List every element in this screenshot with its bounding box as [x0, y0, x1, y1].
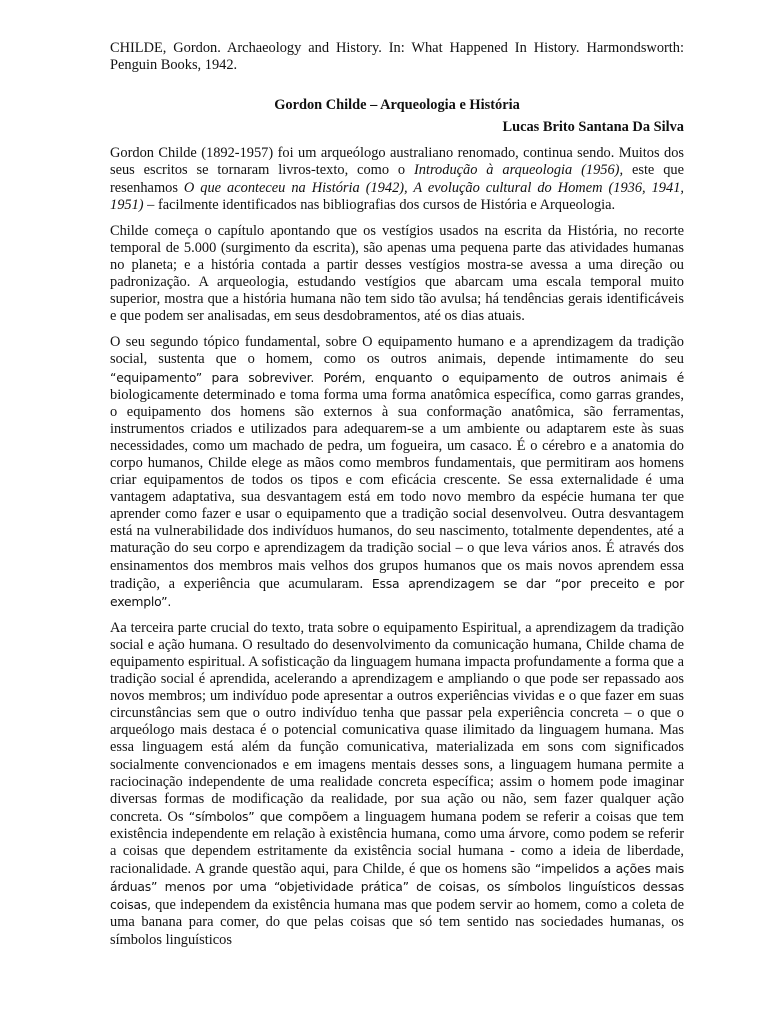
text-run: – facilmente identificados nas bibliografias dos cursos de História e Arqueologia. — [143, 196, 616, 213]
text-run: que independem da existência humana mas que podem servir ao homem, como a coleta de uma banana para comer, do que pelas coisas que só tem sentido nas sociedades humanas, os símbolos linguísticos — [110, 897, 684, 948]
document-title: Gordon Childe – Arqueologia e História — [274, 97, 520, 114]
body-text — [110, 145, 684, 948]
text-run: a linguagem humana podem se referir a coisas que tem existência independente em relação à existência humana, como uma árvore, como podem se referir a coisas que dependem estritamente da existência social humana - como a ideia de liberdade, racionalidade. A grande questão aqui, para Childe, é que os homens são — [110, 808, 684, 878]
text-run: Aa terceira parte crucial do texto, trata sobre o equipamento Espiritual, a aprendizagem da tradição social e ação humana. O resultado do desenvolvimento da comunicação humana, Childe chama de equipamento espiritual. A sofisticação da linguagem humana impacta profundamente a forma que a tradição social é aprendida, acelerando a aprendizagem e ampliando o que pode ser repassado aos novos membros; um indivíduo pode apresentar a outros experiências vividas e o que fazer em suas circunstâncias sem que o outro indivíduo tenha que passar pela experiência concreta – o que o arqueólogo mais destaca é o potencial comunicativa quase ilimitado da linguagem humana. Mas essa linguagem está além da função comunicativa, materializada em sons com significados socialmente convencionados e em imagens mentais desses sons, a linguagem humana permite a raciocinação independente de uma realidade concreta específica; assim o homem pode imaginar diversas formas de modificação da realidade, por sua ação ou não, sem fazer qualquer ação concreta. Os — [110, 619, 684, 825]
citation: CHILDE, Gordon. Archaeology and History. In: What Happened In History. Harmondsworth: Penguin Books, 1942. — [110, 40, 684, 74]
paragraph — [110, 145, 684, 213]
quoted-text: “impelidos a ações mais árduas” menos por uma “objetividade prática” de coisas, os símbolos linguísticos dessas coisas, — [110, 861, 684, 913]
text-run: biologicamente determinado e toma forma uma forma anatômica específica, como garras grandes, o equipamento dos homens são externos à sua conformação anatômica, são ferramentas, instrumentos criados e utilizados para adequarem-se a um ambiente ou adaptarem este às suas necessidades, como um machado de pedra, um fogueira, um casaco. É o cérebro e a anatomia do corpo humanos, Childe elege as mãos como membros fundamentais, que permitiram aos homens criar equipamentos de todos os tipos e com eficácia crescente. Se essa externalidade é uma vantagem adaptativa, sua desvantagem está em todo novo membro da espécie humana ter que aprender como fazer e usar o equipamento que a tradição social desenvolveu. Outra desvantagem está na vulnerabilidade dos indivíduos humanos, do seu nascimento, totalmente dependentes, até a maturação do seu corpo e aprendizagem da tradição social – o que leva vários anos. É através dos ensinamentos dos membros mais velhos dos grupos humanos que os mais novos aprendem essa tradição, a experiência que acumularam. — [110, 386, 684, 592]
paragraph — [110, 223, 684, 326]
text-run: Childe começa o capítulo apontando que os vestígios usados na escrita da História, no recorte temporal de 5.000 (surgimento da escrita), são apenas uma pequena parte das atividades humanas no planeta; e a história contada a partir desses vestígios mostra-se avessa a uma direção ou padronização. A arqueologia, estudando vestígios que abarcam uma escala temporal muito superior, mostra que a história humana não tem sido tão avulsa; há tendências gerais identificáveis e que podem ser analisadas, em seus desdobramentos, até os dias atuais. — [110, 222, 684, 325]
quoted-text: Essa aprendizagem se dar “por preceito e por exemplo”. — [110, 575, 685, 609]
text-run: O seu segundo tópico fundamental, sobre O equipamento humano e a aprendizagem da tradição social, sustenta que o homem, como os outros animais, depende intimamente do seu — [110, 334, 684, 368]
author-name: Lucas Brito Santana Da Silva — [502, 119, 684, 136]
text-run: este que resenhamos — [110, 162, 684, 196]
quoted-text: “símbolos” que compõem — [188, 808, 349, 824]
quoted-text: “equipamento” para sobreviver. Porém, enquanto o equipamento de outros animais é — [110, 369, 684, 385]
paragraph — [110, 620, 684, 949]
italic-text: Introdução à arqueologia (1956), — [414, 162, 624, 179]
text-run: Gordon Childe (1892-1957) foi um arqueólogo australiano renomado, continua sendo. Muitos dos seus escritos se tornaram livros-texto, como o — [110, 145, 684, 179]
italic-text: O que aconteceu na História (1942), A evolução cultural do Homem (1936, 1941, 1951) — [110, 179, 684, 213]
paragraph — [110, 334, 684, 611]
